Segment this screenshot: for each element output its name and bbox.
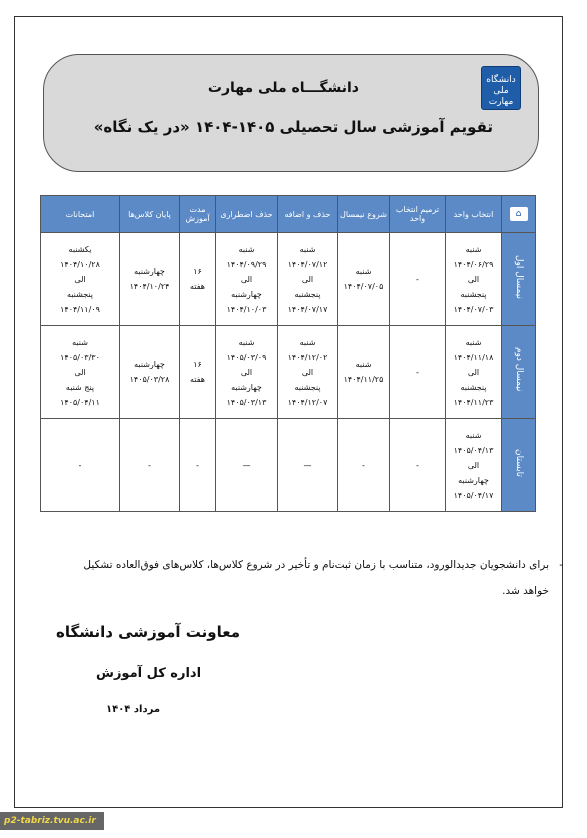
cell-line: شنبه	[238, 337, 255, 347]
table-row	[41, 233, 536, 326]
table-cell	[120, 419, 180, 512]
university-name: دانشگـــاه ملی مهارت	[207, 80, 359, 96]
university-logo	[481, 66, 521, 110]
cell-line: شنبه	[465, 337, 482, 347]
cell-line: شنبه	[299, 337, 316, 347]
semester-label-cell	[502, 326, 536, 419]
note-text: برای دانشجویان جدیدالورود، متناسب با زمان ثبت‌نام و تأخیر در شروع کلاس‌ها، کلاس‌های فوق‌العاده تشکیل خواهد شد.	[83, 559, 549, 597]
column-header: حذف و اضافه	[278, 196, 338, 233]
calendar-title: تقویم آموزشی سال تحصیلی ۱۴۰۵-۱۴۰۴ «در یک نگاه»	[93, 118, 493, 136]
cell-line: الی	[240, 274, 253, 284]
cell-line: ۱۴۰۴/۱۱/۲۵	[343, 375, 384, 384]
cell-line: -	[148, 460, 151, 470]
cell-line: الی	[301, 274, 314, 284]
cell-line: شنبه	[465, 244, 482, 254]
cell-line: ۱۶	[193, 267, 202, 276]
cell-line: ۱۴۰۴/۱۱/۱۸	[453, 352, 494, 362]
cell-line: ۱۴۰۴/۰۷/۱۷	[287, 304, 328, 314]
cell-line: ۱۴۰۴/۱۰/۰۳	[226, 304, 267, 314]
table-cell	[41, 419, 120, 512]
column-header: ترمیم انتخاب واحد	[390, 196, 446, 233]
cell-line: ۱۴۰۴/۱۲/۰۷	[287, 397, 328, 407]
note-bullet: -	[559, 559, 563, 571]
table-cell	[180, 233, 216, 326]
table-cell	[390, 326, 446, 419]
cell-line: پنجشنبه	[294, 382, 321, 392]
cell-line: پنجشنبه	[66, 289, 94, 299]
logo-mini-icon: ⌂	[510, 207, 528, 221]
table-cell	[180, 419, 216, 512]
cell-line: پنج شنبه	[65, 382, 95, 392]
cell-line: ۱۴۰۵/۰۴/۱۷	[453, 490, 494, 500]
cell-line: الی	[467, 274, 480, 284]
signature-office: اداره کل آموزش	[96, 666, 202, 681]
table-cell	[446, 419, 502, 512]
table-cell	[216, 233, 278, 326]
table-cell	[216, 419, 278, 512]
table-cell	[278, 419, 338, 512]
semester-label: تابستان	[514, 448, 524, 477]
cell-line: هفته	[190, 282, 205, 291]
cell-line: چهارشنبه	[458, 475, 489, 485]
corner-cell	[502, 196, 536, 233]
cell-line: پنجشنبه	[460, 289, 487, 299]
column-header: مدت آموزش	[180, 196, 216, 233]
cell-line: -	[416, 460, 419, 470]
cell-line: شنبه	[355, 360, 372, 369]
cell-line: چهارشنبه	[231, 289, 262, 299]
cell-line: —	[303, 460, 312, 470]
table-cell	[338, 233, 390, 326]
cell-line: -	[362, 460, 365, 470]
table-cell	[390, 233, 446, 326]
cell-line: شنبه	[465, 430, 482, 440]
column-header: امتحانات	[41, 196, 120, 233]
header-box	[43, 54, 539, 172]
semester-label: نیمسال دوم	[514, 347, 524, 392]
cell-line: یکشنبه	[68, 244, 92, 254]
signature-department: معاونت آموزشی دانشگاه	[56, 623, 241, 641]
table-cell	[41, 326, 120, 419]
cell-line: ۱۴۰۵/۰۳/۰۹	[226, 352, 267, 362]
cell-line: شنبه	[299, 244, 316, 254]
cell-line: ۱۴۰۴/۱۰/۲۸	[60, 259, 100, 269]
table-row	[41, 326, 536, 419]
note-paragraph	[59, 552, 563, 604]
cell-line: ۱۴۰۴/۱۱/۰۹	[60, 304, 100, 314]
cell-line: الی	[301, 367, 314, 377]
table-row	[41, 419, 536, 512]
cell-line: چهارشنبه	[231, 382, 262, 392]
academic-calendar-table	[40, 195, 536, 512]
cell-line: ۱۴۰۴/۰۹/۲۹	[226, 259, 267, 269]
cell-line: ۱۴۰۵/۰۴/۱۱	[60, 397, 100, 407]
table-header-row	[41, 196, 536, 233]
cell-line: ۱۴۰۵/۰۴/۱۳	[453, 445, 494, 455]
cell-line: -	[78, 460, 82, 470]
cell-line: -	[416, 274, 419, 284]
cell-line: الی	[74, 367, 86, 377]
column-header: حذف اضطراری	[216, 196, 278, 233]
cell-line: ۱۴۰۴/۱۰/۲۴	[129, 282, 170, 291]
cell-line: ۱۴۰۵/۰۳/۲۸	[129, 375, 170, 384]
logo-text: دانشگاه ملی مهارت	[486, 75, 516, 107]
cell-line: ۱۴۰۴/۰۷/۱۲	[287, 259, 328, 269]
table-cell	[446, 233, 502, 326]
cell-line: الی	[240, 367, 253, 377]
table-cell	[278, 233, 338, 326]
cell-line: الی	[74, 274, 86, 284]
footer-url-link[interactable]: p2-tabriz.tvu.ac.ir	[0, 812, 104, 830]
cell-line: -	[416, 367, 419, 377]
column-header: شروع نیمسال	[338, 196, 390, 233]
cell-line: ۱۴۰۴/۰۶/۲۹	[453, 259, 494, 269]
cell-line: ۱۴۰۵/۰۳/۱۳	[226, 397, 267, 407]
cell-line: الی	[467, 367, 480, 377]
cell-line: الی	[467, 460, 480, 470]
cell-line: —	[242, 460, 251, 470]
cell-line: شنبه	[355, 267, 372, 276]
cell-line: شنبه	[72, 337, 88, 347]
cell-line: ۱۴۰۵/۰۳/۳۰	[60, 352, 100, 362]
cell-line: چهارشنبه	[134, 360, 165, 369]
cell-line: ۱۴۰۴/۱۲/۰۲	[287, 352, 328, 362]
semester-label: نیمسال اول	[514, 254, 524, 299]
table-cell	[390, 419, 446, 512]
cell-line: پنجشنبه	[294, 289, 321, 299]
cell-line: هفته	[190, 375, 205, 384]
cell-line: ۱۶	[193, 360, 202, 369]
cell-line: پنجشنبه	[460, 382, 487, 392]
cell-line: ۱۴۰۴/۰۷/۰۳	[453, 304, 494, 314]
table-cell	[216, 326, 278, 419]
table-cell	[338, 326, 390, 419]
table-cell	[278, 326, 338, 419]
cell-line: ۱۴۰۴/۱۱/۲۳	[453, 397, 494, 407]
column-header: انتخاب واحد	[446, 196, 502, 233]
semester-label-cell	[502, 419, 536, 512]
table-cell	[120, 326, 180, 419]
table-cell	[338, 419, 390, 512]
table-cell	[446, 326, 502, 419]
cell-line: چهارشنبه	[134, 267, 165, 276]
cell-line: -	[196, 460, 199, 470]
cell-line: ۱۴۰۴/۰۷/۰۵	[343, 282, 384, 291]
semester-label-cell	[502, 233, 536, 326]
signature-date: مرداد ۱۴۰۴	[106, 704, 161, 715]
column-header: پایان کلاس‌ها	[120, 196, 180, 233]
table-cell	[120, 233, 180, 326]
cell-line: شنبه	[238, 244, 255, 254]
table-cell	[180, 326, 216, 419]
table-cell	[41, 233, 120, 326]
